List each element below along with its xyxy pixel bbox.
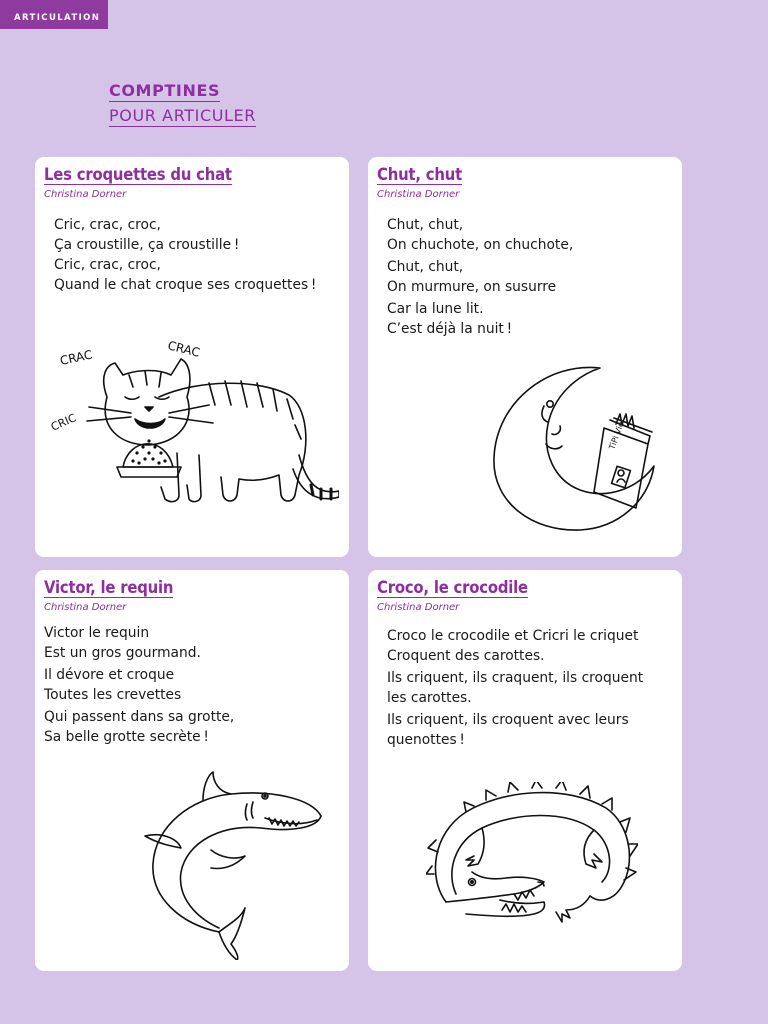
stanza xyxy=(387,215,573,255)
verse-line: Chut, chut, xyxy=(387,217,464,233)
stanza xyxy=(387,710,643,750)
book-cover-label: TiPi Vie xyxy=(607,420,626,451)
verse-line: Est un gros gourmand. xyxy=(44,645,201,661)
rhyme-verses xyxy=(54,215,316,297)
page-subtitle: POUR ARTICULER xyxy=(109,106,256,125)
verse-line: Ils criquent, ils croquent avec leurs xyxy=(387,712,629,728)
cat-eating-croquettes-icon xyxy=(49,335,339,515)
verse-line: Ça croustille, ça croustille ! xyxy=(54,237,240,253)
verse-line: Toutes les crevettes xyxy=(44,687,182,703)
stanza xyxy=(54,215,316,295)
rhyme-title: Les croquettes du chat xyxy=(44,165,232,184)
sound-label: CRAC xyxy=(58,347,94,368)
stanza xyxy=(387,668,643,708)
verse-line: Quand le chat croque ses croquettes ! xyxy=(54,277,317,293)
rhyme-author: Christina Dorner xyxy=(44,189,127,200)
rhyme-author: Christina Dorner xyxy=(377,189,460,200)
rhyme-card-requin xyxy=(35,570,349,971)
verse-line: Croquent des carottes. xyxy=(387,648,545,664)
verse-line: On murmure, on susurre xyxy=(387,279,557,295)
verse-line: Cric, crac, croc, xyxy=(54,257,161,273)
shark-icon xyxy=(141,768,327,960)
crocodile-icon xyxy=(426,782,638,930)
verse-line: Qui passent dans sa grotte, xyxy=(44,709,235,725)
rhyme-title: Victor, le requin xyxy=(44,578,174,597)
stanza xyxy=(387,299,573,339)
rhyme-title: Croco, le crocodile xyxy=(377,578,528,597)
stanza xyxy=(44,623,234,663)
rhyme-verses xyxy=(387,215,573,341)
stanza xyxy=(387,626,643,666)
page-title: COMPTINES xyxy=(109,81,221,100)
verse-line: C’est déjà la nuit ! xyxy=(387,321,513,337)
moon-reading-book-icon xyxy=(488,362,668,537)
rhyme-card-croco xyxy=(368,570,682,971)
verse-line: Il dévore et croque xyxy=(44,667,175,683)
section-tab: ARTICULATION xyxy=(0,0,108,29)
verse-line: quenottes ! xyxy=(387,732,465,748)
rhyme-card-croquettes xyxy=(35,157,349,557)
sound-label: CRAC xyxy=(166,338,202,360)
verse-line: Sa belle grotte secrète ! xyxy=(44,729,209,745)
verse-line: Cric, crac, croc, xyxy=(54,217,161,233)
verse-line: les carottes. xyxy=(387,690,472,706)
verse-line: Ils criquent, ils craquent, ils croquent xyxy=(387,670,644,686)
page-heading xyxy=(109,81,256,127)
rhyme-author: Christina Dorner xyxy=(377,602,460,613)
stanza xyxy=(387,257,573,297)
verse-line: Victor le requin xyxy=(44,625,150,641)
verse-line: On chuchote, on chuchote, xyxy=(387,237,574,253)
rhyme-author: Christina Dorner xyxy=(44,602,127,613)
stanza xyxy=(44,707,234,747)
rhyme-title: Chut, chut xyxy=(377,165,462,184)
rhyme-verses xyxy=(44,623,234,749)
verse-line: Croco le crocodile et Cricri le criquet xyxy=(387,628,639,644)
verse-line: Car la lune lit. xyxy=(387,301,484,317)
rhyme-verses xyxy=(387,626,643,752)
sound-label: CRIC xyxy=(49,411,79,434)
verse-line: Chut, chut, xyxy=(387,259,464,275)
stanza xyxy=(44,665,234,705)
rhyme-card-chut xyxy=(368,157,682,557)
